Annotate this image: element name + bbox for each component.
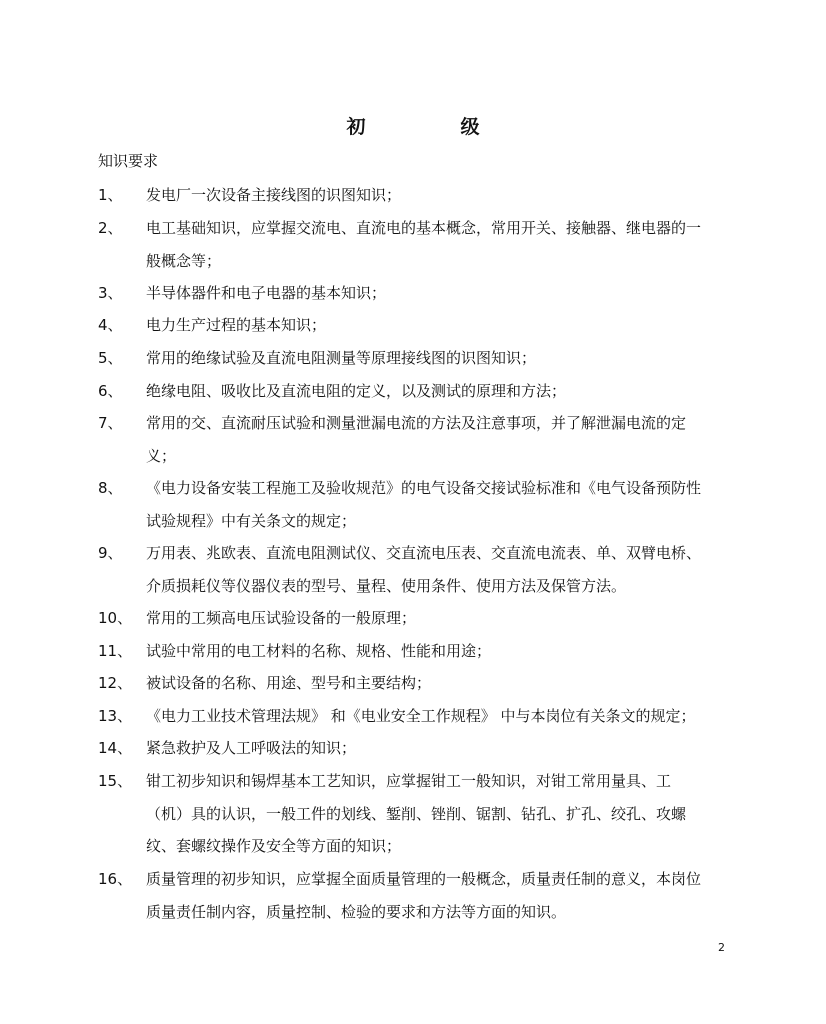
list-item [98,277,738,310]
item-text: 发电厂一次设备主接线图的识图知识； [146,186,402,204]
item-number: 2、 [98,219,123,237]
list-item [98,602,738,635]
item-number: 11、 [98,642,133,660]
item-number: 10、 [98,609,133,627]
item-text: 万用表、兆欧表、直流电阻测试仪、交直流电压表、交直流电流表、单、双臂电桥、介质损耗仪等仪器仪表的型号、量程、使用条件、使用方法及保管方法。 [146,544,702,595]
item-number: 7、 [98,414,123,432]
list-item [98,407,738,472]
item-text: 常用的交、直流耐压试验和测量泄漏电流的方法及注意事项，并了解泄漏电流的定义； [146,414,687,465]
list-item [98,472,738,537]
item-number: 1、 [98,186,123,204]
item-text: 《电力设备安装工程施工及验收规范》的电气设备交接试验标准和《电气设备预防性试验规程》中有关条文的规定； [146,479,702,530]
item-text: 钳工初步知识和锡焊基本工艺知识，应掌握钳工一般知识，对钳工常用量具、工（机）具的认识，一般工件的划线、錾削、锉削、锯割、钻孔、扩孔、绞孔、攻螺纹、套螺纹操作及安全等方面的知识； [146,772,687,855]
list-item [98,635,738,668]
item-number: 8、 [98,479,123,497]
page-title: 初 级 [346,116,518,138]
list-item [98,375,738,408]
list-item [98,863,738,928]
item-text: 绝缘电阻、吸收比及直流电阻的定义，以及测试的原理和方法； [146,382,567,400]
item-number: 13、 [98,707,133,725]
item-text: 质量管理的初步知识，应掌握全面质量管理的一般概念，质量责任制的意义，本岗位质量责任制内容，质量控制、检验的要求和方法等方面的知识。 [146,870,702,921]
item-number: 6、 [98,382,123,400]
item-number: 14、 [98,739,133,757]
list-item [98,765,738,863]
item-text: 常用的工频高电压试验设备的一般原理； [146,609,417,627]
list-item [98,537,738,602]
item-number: 4、 [98,316,123,334]
item-number: 9、 [98,544,123,562]
list-item [98,212,738,277]
list-item [98,309,738,342]
item-text: 电工基础知识，应掌握交流电、直流电的基本概念，常用开关、接触器、继电器的一般概念等； [146,219,702,270]
list-item [98,342,738,375]
item-text: 《电力工业技术管理法规》 和《电业安全工作规程》 中与本岗位有关条文的规定； [146,707,696,725]
list-item [98,700,738,733]
item-number: 3、 [98,284,123,302]
item-number: 15、 [98,772,133,790]
item-text: 电力生产过程的基本知识； [146,316,327,334]
item-text: 被试设备的名称、用途、型号和主要结构； [146,674,432,692]
list-item [98,732,738,765]
item-number: 16、 [98,870,133,888]
section-heading: 知识要求 [98,152,159,170]
list-item [98,667,738,700]
page-number: 2 [718,941,725,954]
item-number: 12、 [98,674,133,692]
item-number: 5、 [98,349,123,367]
item-text: 试验中常用的电工材料的名称、规格、性能和用途； [146,642,492,660]
item-text: 紧急救护及人工呼吸法的知识； [146,739,357,757]
list-item [98,179,738,212]
item-text: 常用的绝缘试验及直流电阻测量等原理接线图的识图知识； [146,349,537,367]
item-text: 半导体器件和电子电器的基本知识； [146,284,387,302]
